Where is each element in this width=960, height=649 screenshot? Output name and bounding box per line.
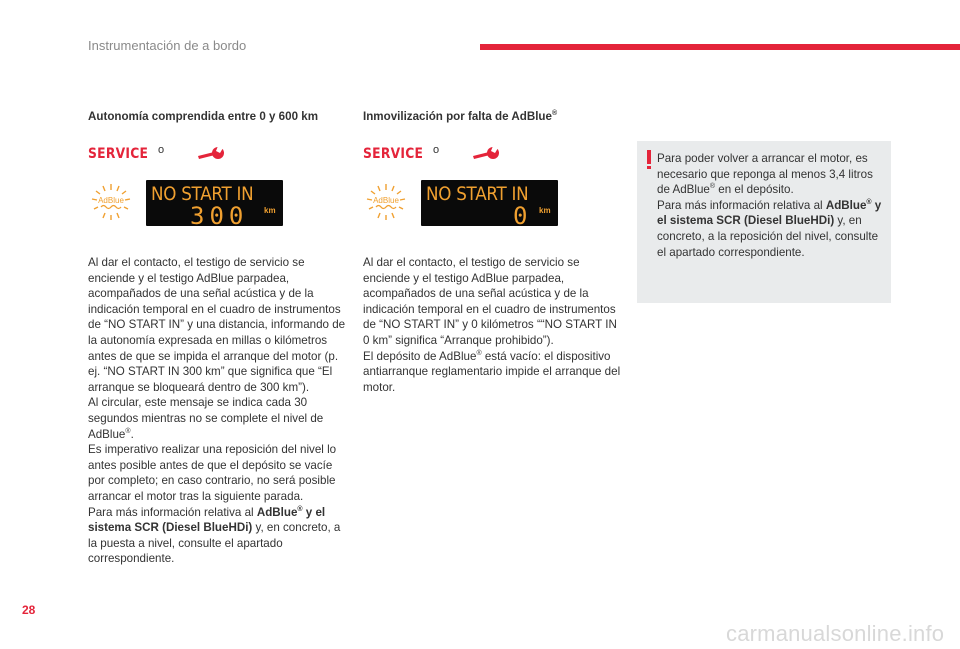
display-unit: km — [539, 206, 551, 215]
paragraph: Al dar el contacto, el testigo de servicio se enciende y el testigo AdBlue parpadea, acompañados de una señal acústica y de la indicación temporal en el cuadro de instrumentos de “NO START IN” y 0 kilómetros ““NO START IN 0 km” significa “Arranque prohibido”). — [363, 256, 617, 347]
display-unit: km — [264, 206, 276, 215]
circle-indicator: o — [158, 144, 165, 156]
wrench-icon — [196, 144, 226, 164]
exclamation-dot — [647, 166, 651, 169]
header-title: Instrumentación de a bordo — [88, 38, 247, 53]
section-title-immobilisation: Inmovilización por falta de AdBlue® — [363, 110, 558, 123]
adblue-warning-icon — [88, 182, 134, 224]
svg-text:AdBlue: AdBlue — [98, 196, 124, 205]
service-warning-row-left — [88, 142, 348, 168]
paragraph: Al circular, este mensaje se indica cada 30 segundos mientras no se complete el nivel de AdBlue®. — [88, 396, 324, 441]
warning-note-box — [637, 141, 891, 303]
display-number: 300 — [190, 202, 249, 230]
paragraph: Al dar el contacto, el testigo de servicio se enciende y el testigo AdBlue parpadea, acompañados de una señal acústica y de la indicación temporal en el cuadro de instrumentos de “NO START IN” y una distancia, informando de la autonomía expresada en millas o kilómetros antes de que se impida el arranque del motor (p. ej. “NO START IN 300 km” que significa que “El arranque se bloqueará dentro de 300 km”). — [88, 256, 346, 394]
exclamation-icon — [647, 150, 651, 164]
service-warning-row-right — [363, 142, 623, 168]
paragraph: Para más información relativa al AdBlue® y el sistema SCR (Diesel BlueHDi) y, en concreto, a la puesta a nivel, consulte el apartado correspondiente. — [88, 505, 341, 566]
page-number: 28 — [22, 603, 36, 617]
circle-indicator: o — [433, 144, 440, 156]
autonomy-body-text — [88, 255, 348, 567]
no-start-display — [421, 180, 558, 230]
watermark: carmanualsonline.info — [726, 621, 945, 646]
display-row-left — [88, 180, 348, 228]
display-line1: NO START IN — [426, 183, 529, 205]
header-accent-bar — [480, 44, 960, 50]
adblue-warning-icon — [363, 182, 409, 224]
service-warning-label: SERVICE — [363, 146, 424, 162]
paragraph: El depósito de AdBlue® está vacío: el dispositivo antiarranque reglamentario impide el arranque del motor. — [363, 349, 621, 394]
display-line1: NO START IN — [151, 183, 254, 205]
section-title-autonomy: Autonomía comprendida entre 0 y 600 km — [88, 110, 319, 123]
svg-text:AdBlue: AdBlue — [373, 196, 399, 205]
note-text: Para poder volver a arrancar el motor, es necesario que reponga al menos 3,4 litros de AdBlue® en el depósito. Para más información relativa al AdBlue® y el sistema SCR (Diesel BlueHDi) y, en concreto, a la reposición del nivel, consulte el apartado correspondiente. — [657, 152, 882, 259]
paragraph: Es imperativo realizar una reposición del nivel lo antes posible antes de que el depósito se vacíe por completo; en caso contrario, no será posible arrancar el motor tras la siguiente parada. — [88, 443, 337, 503]
display-row-right — [363, 180, 623, 228]
display-number: 0 — [513, 202, 533, 230]
immobilisation-body-text — [363, 255, 623, 395]
no-start-display — [146, 180, 283, 230]
service-warning-label: SERVICE — [88, 146, 149, 162]
wrench-icon — [471, 144, 501, 164]
